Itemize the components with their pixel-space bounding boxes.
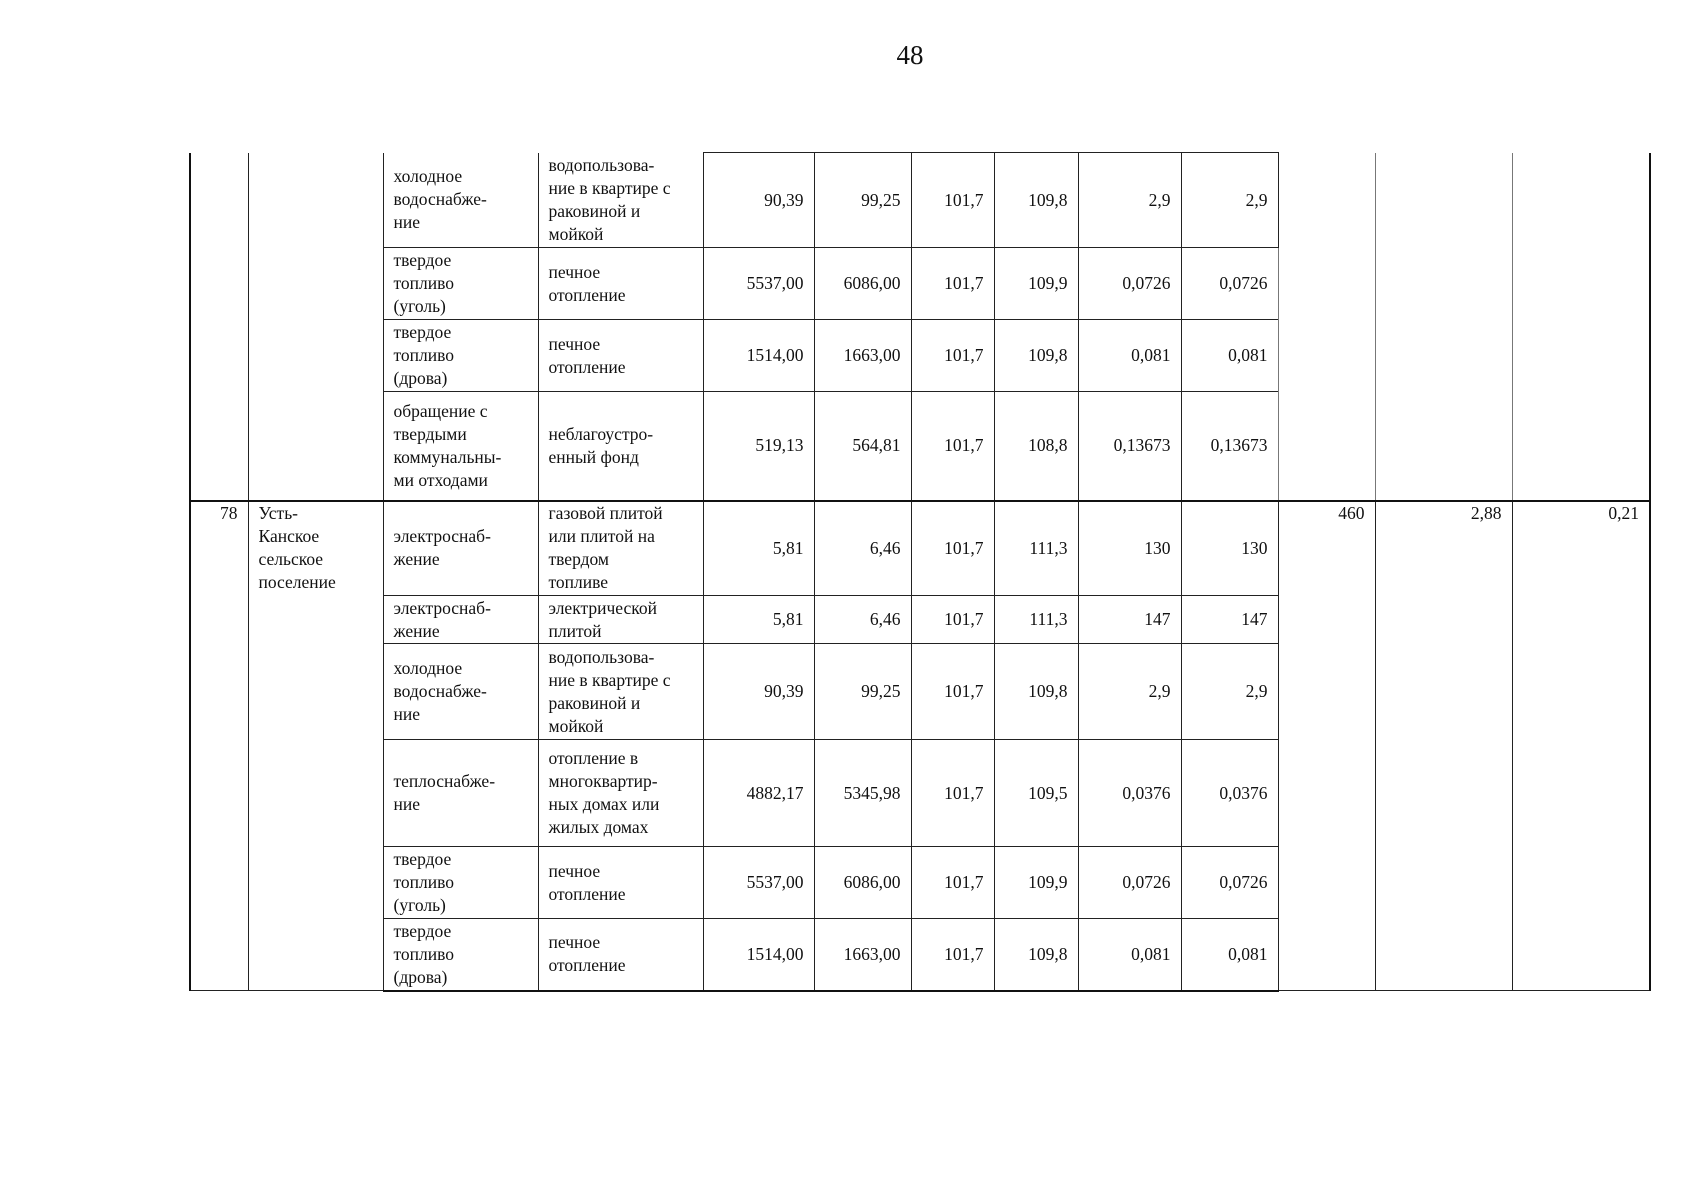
- tariff-table: [189, 152, 1651, 992]
- value-cell: 99,25: [814, 153, 911, 248]
- value-cell: 6,46: [814, 501, 911, 596]
- value-cell: 6,46: [814, 596, 911, 644]
- value-cell: 5537,00: [703, 248, 814, 320]
- value-cell: 0,0726: [1181, 847, 1278, 919]
- service-cell: твердое топливо (дрова): [383, 919, 538, 991]
- value-cell: 109,8: [994, 153, 1078, 248]
- value-cell: 0,0726: [1078, 847, 1181, 919]
- value-cell: 5537,00: [703, 847, 814, 919]
- method-cell: печное отопление: [538, 919, 703, 991]
- value-cell: 101,7: [911, 392, 994, 501]
- value-cell: 0,0726: [1078, 248, 1181, 320]
- method-cell: печное отопление: [538, 248, 703, 320]
- value-cell: 4882,17: [703, 740, 814, 847]
- extra-value-cell: 460: [1278, 501, 1375, 991]
- service-cell: электроснаб- жение: [383, 596, 538, 644]
- extra-value-cell: 0,21: [1512, 501, 1650, 991]
- value-cell: 0,081: [1078, 320, 1181, 392]
- value-cell: 101,7: [911, 320, 994, 392]
- method-cell: печное отопление: [538, 847, 703, 919]
- method-cell: отопление в многоквартир- ных домах или жилых домах: [538, 740, 703, 847]
- value-cell: 130: [1181, 501, 1278, 596]
- value-cell: 0,13673: [1078, 392, 1181, 501]
- value-cell: 90,39: [703, 644, 814, 740]
- value-cell: 101,7: [911, 919, 994, 991]
- value-cell: 1663,00: [814, 919, 911, 991]
- value-cell: 109,9: [994, 248, 1078, 320]
- value-cell: 5,81: [703, 501, 814, 596]
- table-body: [190, 153, 1650, 991]
- value-cell: 147: [1078, 596, 1181, 644]
- value-cell: 101,7: [911, 740, 994, 847]
- value-cell: 101,7: [911, 847, 994, 919]
- value-cell: 101,7: [911, 501, 994, 596]
- value-cell: 1663,00: [814, 320, 911, 392]
- value-cell: 108,8: [994, 392, 1078, 501]
- value-cell: 109,9: [994, 847, 1078, 919]
- value-cell: 0,0726: [1181, 248, 1278, 320]
- value-cell: 564,81: [814, 392, 911, 501]
- value-cell: 5345,98: [814, 740, 911, 847]
- value-cell: 101,7: [911, 596, 994, 644]
- value-cell: 101,7: [911, 153, 994, 248]
- value-cell: 5,81: [703, 596, 814, 644]
- empty-cell: [1278, 153, 1375, 501]
- page-number: 48: [896, 40, 924, 70]
- value-cell: 99,25: [814, 644, 911, 740]
- value-cell: 0,081: [1181, 919, 1278, 991]
- method-cell: газовой плитой или плитой на твердом топливе: [538, 501, 703, 596]
- value-cell: 101,7: [911, 248, 994, 320]
- value-cell: 0,0376: [1181, 740, 1278, 847]
- value-cell: 147: [1181, 596, 1278, 644]
- value-cell: 109,8: [994, 644, 1078, 740]
- value-cell: 0,081: [1181, 320, 1278, 392]
- value-cell: 0,081: [1078, 919, 1181, 991]
- service-cell: твердое топливо (дрова): [383, 320, 538, 392]
- service-cell: теплоснабже- ние: [383, 740, 538, 847]
- service-cell: твердое топливо (уголь): [383, 847, 538, 919]
- method-cell: водопользова- ние в квартире с раковиной и мойкой: [538, 644, 703, 740]
- value-cell: 519,13: [703, 392, 814, 501]
- settlement-number-cell: 78: [190, 501, 248, 991]
- method-cell: электрической плитой: [538, 596, 703, 644]
- value-cell: 101,7: [911, 644, 994, 740]
- service-cell: холодное водоснабже- ние: [383, 644, 538, 740]
- value-cell: 109,5: [994, 740, 1078, 847]
- value-cell: 90,39: [703, 153, 814, 248]
- value-cell: 1514,00: [703, 320, 814, 392]
- settlement-cell: [248, 153, 383, 501]
- empty-cell: [1375, 153, 1512, 501]
- value-cell: 6086,00: [814, 847, 911, 919]
- value-cell: 2,9: [1078, 153, 1181, 248]
- settlement-name-cell: Усть- Канское сельское поселение: [248, 501, 383, 991]
- value-cell: 0,0376: [1078, 740, 1181, 847]
- value-cell: 2,9: [1181, 644, 1278, 740]
- service-cell: твердое топливо (уголь): [383, 248, 538, 320]
- value-cell: 2,9: [1078, 644, 1181, 740]
- service-cell: обращение с твердыми коммунальны- ми отходами: [383, 392, 538, 501]
- service-cell: электроснаб- жение: [383, 501, 538, 596]
- value-cell: 1514,00: [703, 919, 814, 991]
- value-cell: 111,3: [994, 501, 1078, 596]
- value-cell: 6086,00: [814, 248, 911, 320]
- method-cell: печное отопление: [538, 320, 703, 392]
- method-cell: неблагоустро- енный фонд: [538, 392, 703, 501]
- value-cell: 2,9: [1181, 153, 1278, 248]
- value-cell: 109,8: [994, 919, 1078, 991]
- extra-value-cell: 2,88: [1375, 501, 1512, 991]
- method-cell: водопользова- ние в квартире с раковиной и мойкой: [538, 153, 703, 248]
- value-cell: 0,13673: [1181, 392, 1278, 501]
- value-cell: 130: [1078, 501, 1181, 596]
- value-cell: 109,8: [994, 320, 1078, 392]
- empty-cell: [1512, 153, 1650, 501]
- number-cell: [190, 153, 248, 501]
- value-cell: 111,3: [994, 596, 1078, 644]
- table-row: [190, 501, 1650, 596]
- service-cell: холодное водоснабже- ние: [383, 153, 538, 248]
- table-row: [190, 153, 1650, 248]
